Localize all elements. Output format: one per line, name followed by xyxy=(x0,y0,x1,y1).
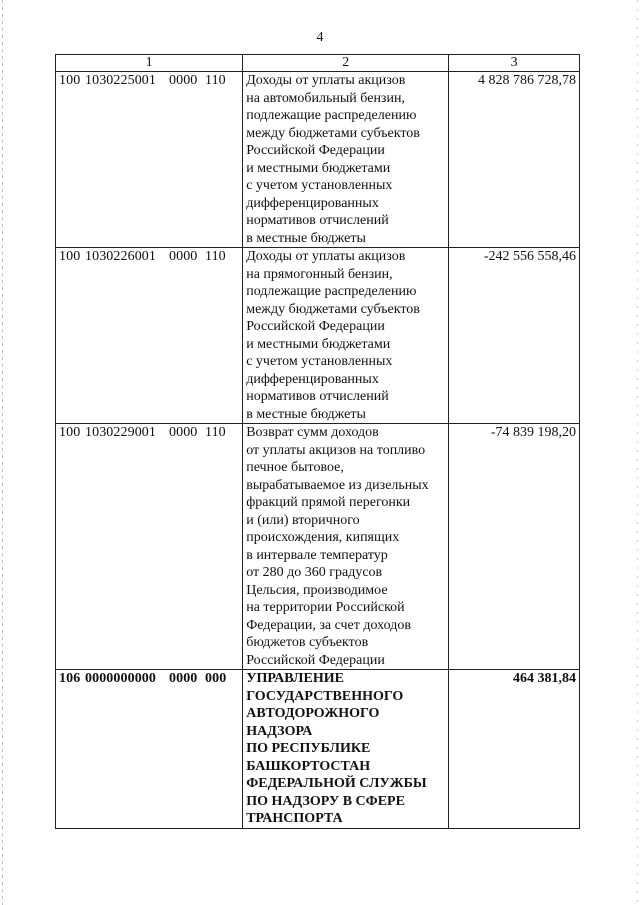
revenue-name-cell xyxy=(243,424,449,670)
revenue-name-line: нормативов отчислений xyxy=(246,389,389,404)
revenue-name-line: дифференцированных xyxy=(246,195,379,211)
revenue-name-line: ТРАНСПОРТА xyxy=(246,811,343,826)
kind-code: 110 xyxy=(205,249,226,264)
revenue-name-line: и местными бюджетами xyxy=(246,336,391,352)
kind-code: 110 xyxy=(205,425,226,440)
revenue-name-line: вырабатываемое из дизельных xyxy=(246,477,429,493)
revenue-name-cell xyxy=(243,670,449,829)
revenue-name-line: фракций прямой перегонки xyxy=(246,495,411,510)
revenue-name-line: дифференцированных xyxy=(246,371,379,387)
revenue-name-line: Российской Федерации xyxy=(246,319,385,334)
table-row xyxy=(56,424,580,670)
revenue-name-line: Цельсия, производимое xyxy=(246,582,388,598)
revenue-code: 1030226001 xyxy=(85,249,156,264)
revenue-name-line: в местные бюджеты xyxy=(246,406,366,422)
scan-edge-left xyxy=(2,0,3,905)
revenue-name-line: на автомобильный бензин, xyxy=(246,90,405,106)
revenue-name-line: между бюджетами субъектов xyxy=(246,125,420,141)
column-header-2: 2 xyxy=(243,55,449,72)
revenue-code: 1030229001 xyxy=(85,425,156,440)
budget-code-cell xyxy=(56,248,243,424)
revenue-name-line: Доходы от уплаты акцизов xyxy=(246,73,406,88)
revenue-name-line: в местные бюджеты xyxy=(246,230,366,246)
revenue-name-line: Возврат сумм доходов xyxy=(246,425,379,440)
revenue-name-line: на прямогонный бензин, xyxy=(246,266,393,282)
revenue-name-line: Доходы от уплаты акцизов xyxy=(246,249,406,264)
amount-cell: 4 828 786 728,78 xyxy=(449,72,580,248)
revenue-name-line: печное бытовое, xyxy=(246,460,344,475)
revenue-name-line: Российской Федерации xyxy=(246,143,385,158)
revenue-name-line: и (или) вторичного xyxy=(246,512,360,528)
revenue-name-line: Российской Федерации xyxy=(246,652,385,668)
scan-edge-right xyxy=(637,0,638,905)
column-header-1: 1 xyxy=(56,55,243,72)
kind-code: 110 xyxy=(205,73,226,88)
revenue-name-line: нормативов отчислений xyxy=(246,213,389,228)
revenue-name-line: и местными бюджетами xyxy=(246,160,391,176)
revenue-name-line: от уплаты акцизов на топливо xyxy=(246,442,426,458)
kind-code: 000 xyxy=(205,671,227,686)
revenue-name-line: в интервале температур xyxy=(246,547,388,563)
subtype-code: 0000 xyxy=(169,73,198,88)
revenue-name-cell xyxy=(243,72,449,248)
table-row xyxy=(56,248,580,424)
revenue-name-line: происхождения, кипящих xyxy=(246,530,400,545)
page-number: 4 xyxy=(316,30,324,45)
revenue-name-line: ГОСУДАРСТВЕННОГО xyxy=(246,688,404,704)
amount-cell: 464 381,84 xyxy=(449,670,580,829)
amount-cell: -242 556 558,46 xyxy=(449,248,580,424)
revenue-name-line: подлежащие распределению xyxy=(246,108,417,123)
table-header-row xyxy=(56,55,580,72)
admin-code: 100 xyxy=(59,249,81,264)
subtype-code: 0000 xyxy=(169,671,198,686)
revenue-name-line: Федерации, за счет доходов xyxy=(246,617,411,633)
subtype-code: 0000 xyxy=(169,425,198,440)
revenue-name-line: с учетом установленных xyxy=(246,178,393,193)
table-row xyxy=(56,670,580,829)
revenue-name-line: НАДЗОРА xyxy=(246,723,313,739)
revenue-name-line: БАШКОРТОСТАН xyxy=(246,758,371,774)
column-header-3: 3 xyxy=(449,55,580,72)
table-row xyxy=(56,72,580,248)
revenue-name-line: с учетом установленных xyxy=(246,354,393,369)
revenue-name-line: АВТОДОРОЖНОГО xyxy=(246,706,380,721)
revenue-name-line: бюджетов субъектов xyxy=(246,635,369,650)
budget-code-cell xyxy=(56,424,243,670)
revenue-name-line: между бюджетами субъектов xyxy=(246,301,420,317)
admin-code: 100 xyxy=(59,73,81,88)
revenue-name-line: ПО НАДЗОРУ В СФЕРЕ xyxy=(246,793,405,809)
revenue-name-line: подлежащие распределению xyxy=(246,284,417,299)
revenue-table xyxy=(55,54,580,829)
revenue-name-line: от 280 до 360 градусов xyxy=(246,565,383,580)
revenue-name-line: УПРАВЛЕНИЕ xyxy=(246,671,344,686)
admin-code: 100 xyxy=(59,425,81,440)
revenue-name-line: ПО РЕСПУБЛИКЕ xyxy=(246,741,371,756)
revenue-code: 1030225001 xyxy=(85,73,156,88)
subtype-code: 0000 xyxy=(169,249,198,264)
revenue-name-cell xyxy=(243,248,449,424)
admin-code: 106 xyxy=(59,671,81,686)
revenue-name-line: на территории Российской xyxy=(246,600,405,615)
budget-code-cell xyxy=(56,670,243,829)
budget-code-cell xyxy=(56,72,243,248)
amount-cell: -74 839 198,20 xyxy=(449,424,580,670)
revenue-name-line: ФЕДЕРАЛЬНОЙ СЛУЖБЫ xyxy=(246,776,427,791)
revenue-code: 0000000000 xyxy=(85,671,156,686)
